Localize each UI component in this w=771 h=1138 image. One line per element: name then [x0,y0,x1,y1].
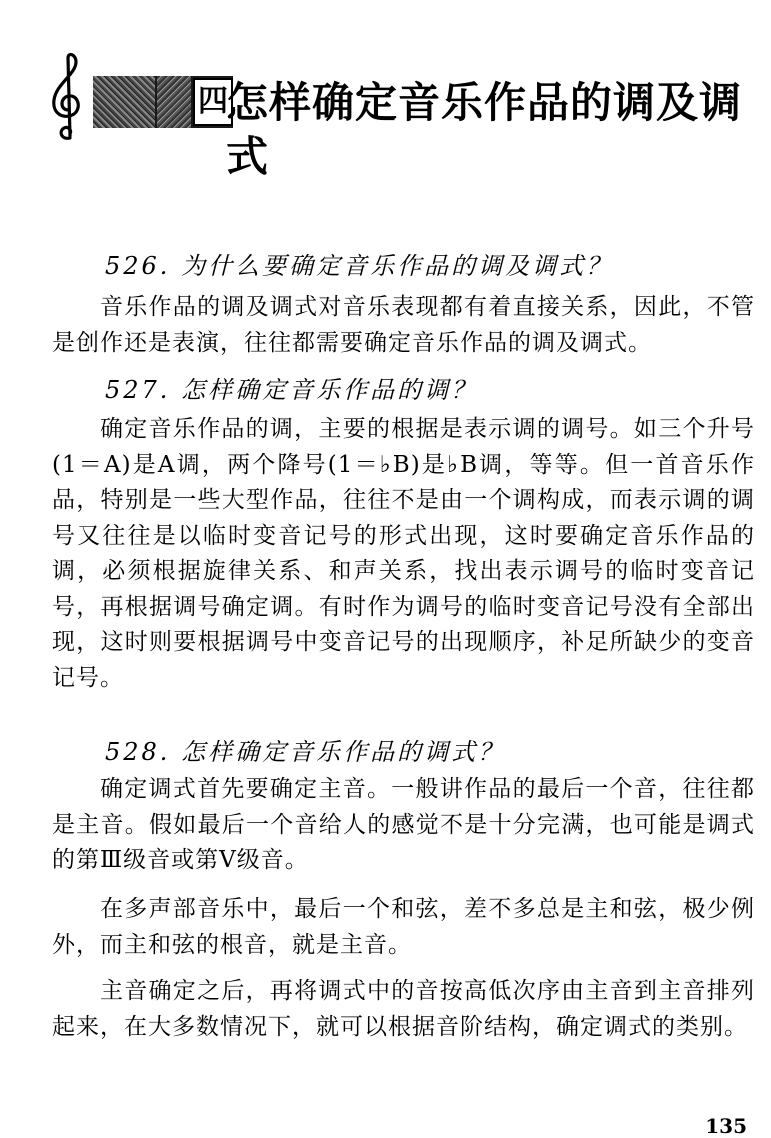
chapter-badge [93,76,233,128]
paragraph: 确定音乐作品的调，主要的根据是表示调的调号。如三个升号(1＝A)是A调，两个降号(1＝♭B)是♭B调，等等。但一首音乐作品，特别是一些大型作品，往往不是由一个调构成，而表示调的调号又往往是以临时变音记号的形式出现，这时要确定音乐作品的调，必须根据旋律关系、和声关系，找出表示调号的临时变音记号，再根据调号确定调。有时作为调号的临时变音记号没有全部出现，这时则要根据调号中变音记号的出现顺序，补足所缺少的变音记号。 [52,416,755,691]
question-526: 526. 为什么要确定音乐作品的调及调式？ [105,252,614,280]
chapter-header [48,52,758,192]
paragraph: 确定调式首先要确定主音。一般讲作品的最后一个音，往往都是主音。假如最后一个音给人的感觉不是十分完满，也可能是调式的第Ⅲ级音或第Ⅴ级音。 [52,776,755,873]
page-number: 135 [705,1114,747,1138]
treble-clef-icon [48,52,88,142]
chapter-number: 四 [193,78,233,126]
paragraph: 音乐作品的调及调式对音乐表现都有着直接关系，因此，不管是创作还是表演，往往都需要确定音乐作品的调及调式。 [52,294,755,356]
chapter-title: 怎样确定音乐作品的调及调式 [226,78,743,181]
question-527: 527. 怎样确定音乐作品的调？ [105,376,479,404]
paragraph: 在多声部音乐中，最后一个和弦，差不多总是主和弦，极少例外，而主和弦的根音，就是主音。 [52,896,755,958]
badge-texture [93,76,155,128]
paragraph: 主音确定之后，再将调式中的音按高低次序由主音到主音排列起来，在大多数情况下，就可以根据音阶结构，确定调式的类别。 [52,978,755,1040]
badge-texture [157,76,191,128]
question-528: 528. 怎样确定音乐作品的调式？ [105,738,506,766]
